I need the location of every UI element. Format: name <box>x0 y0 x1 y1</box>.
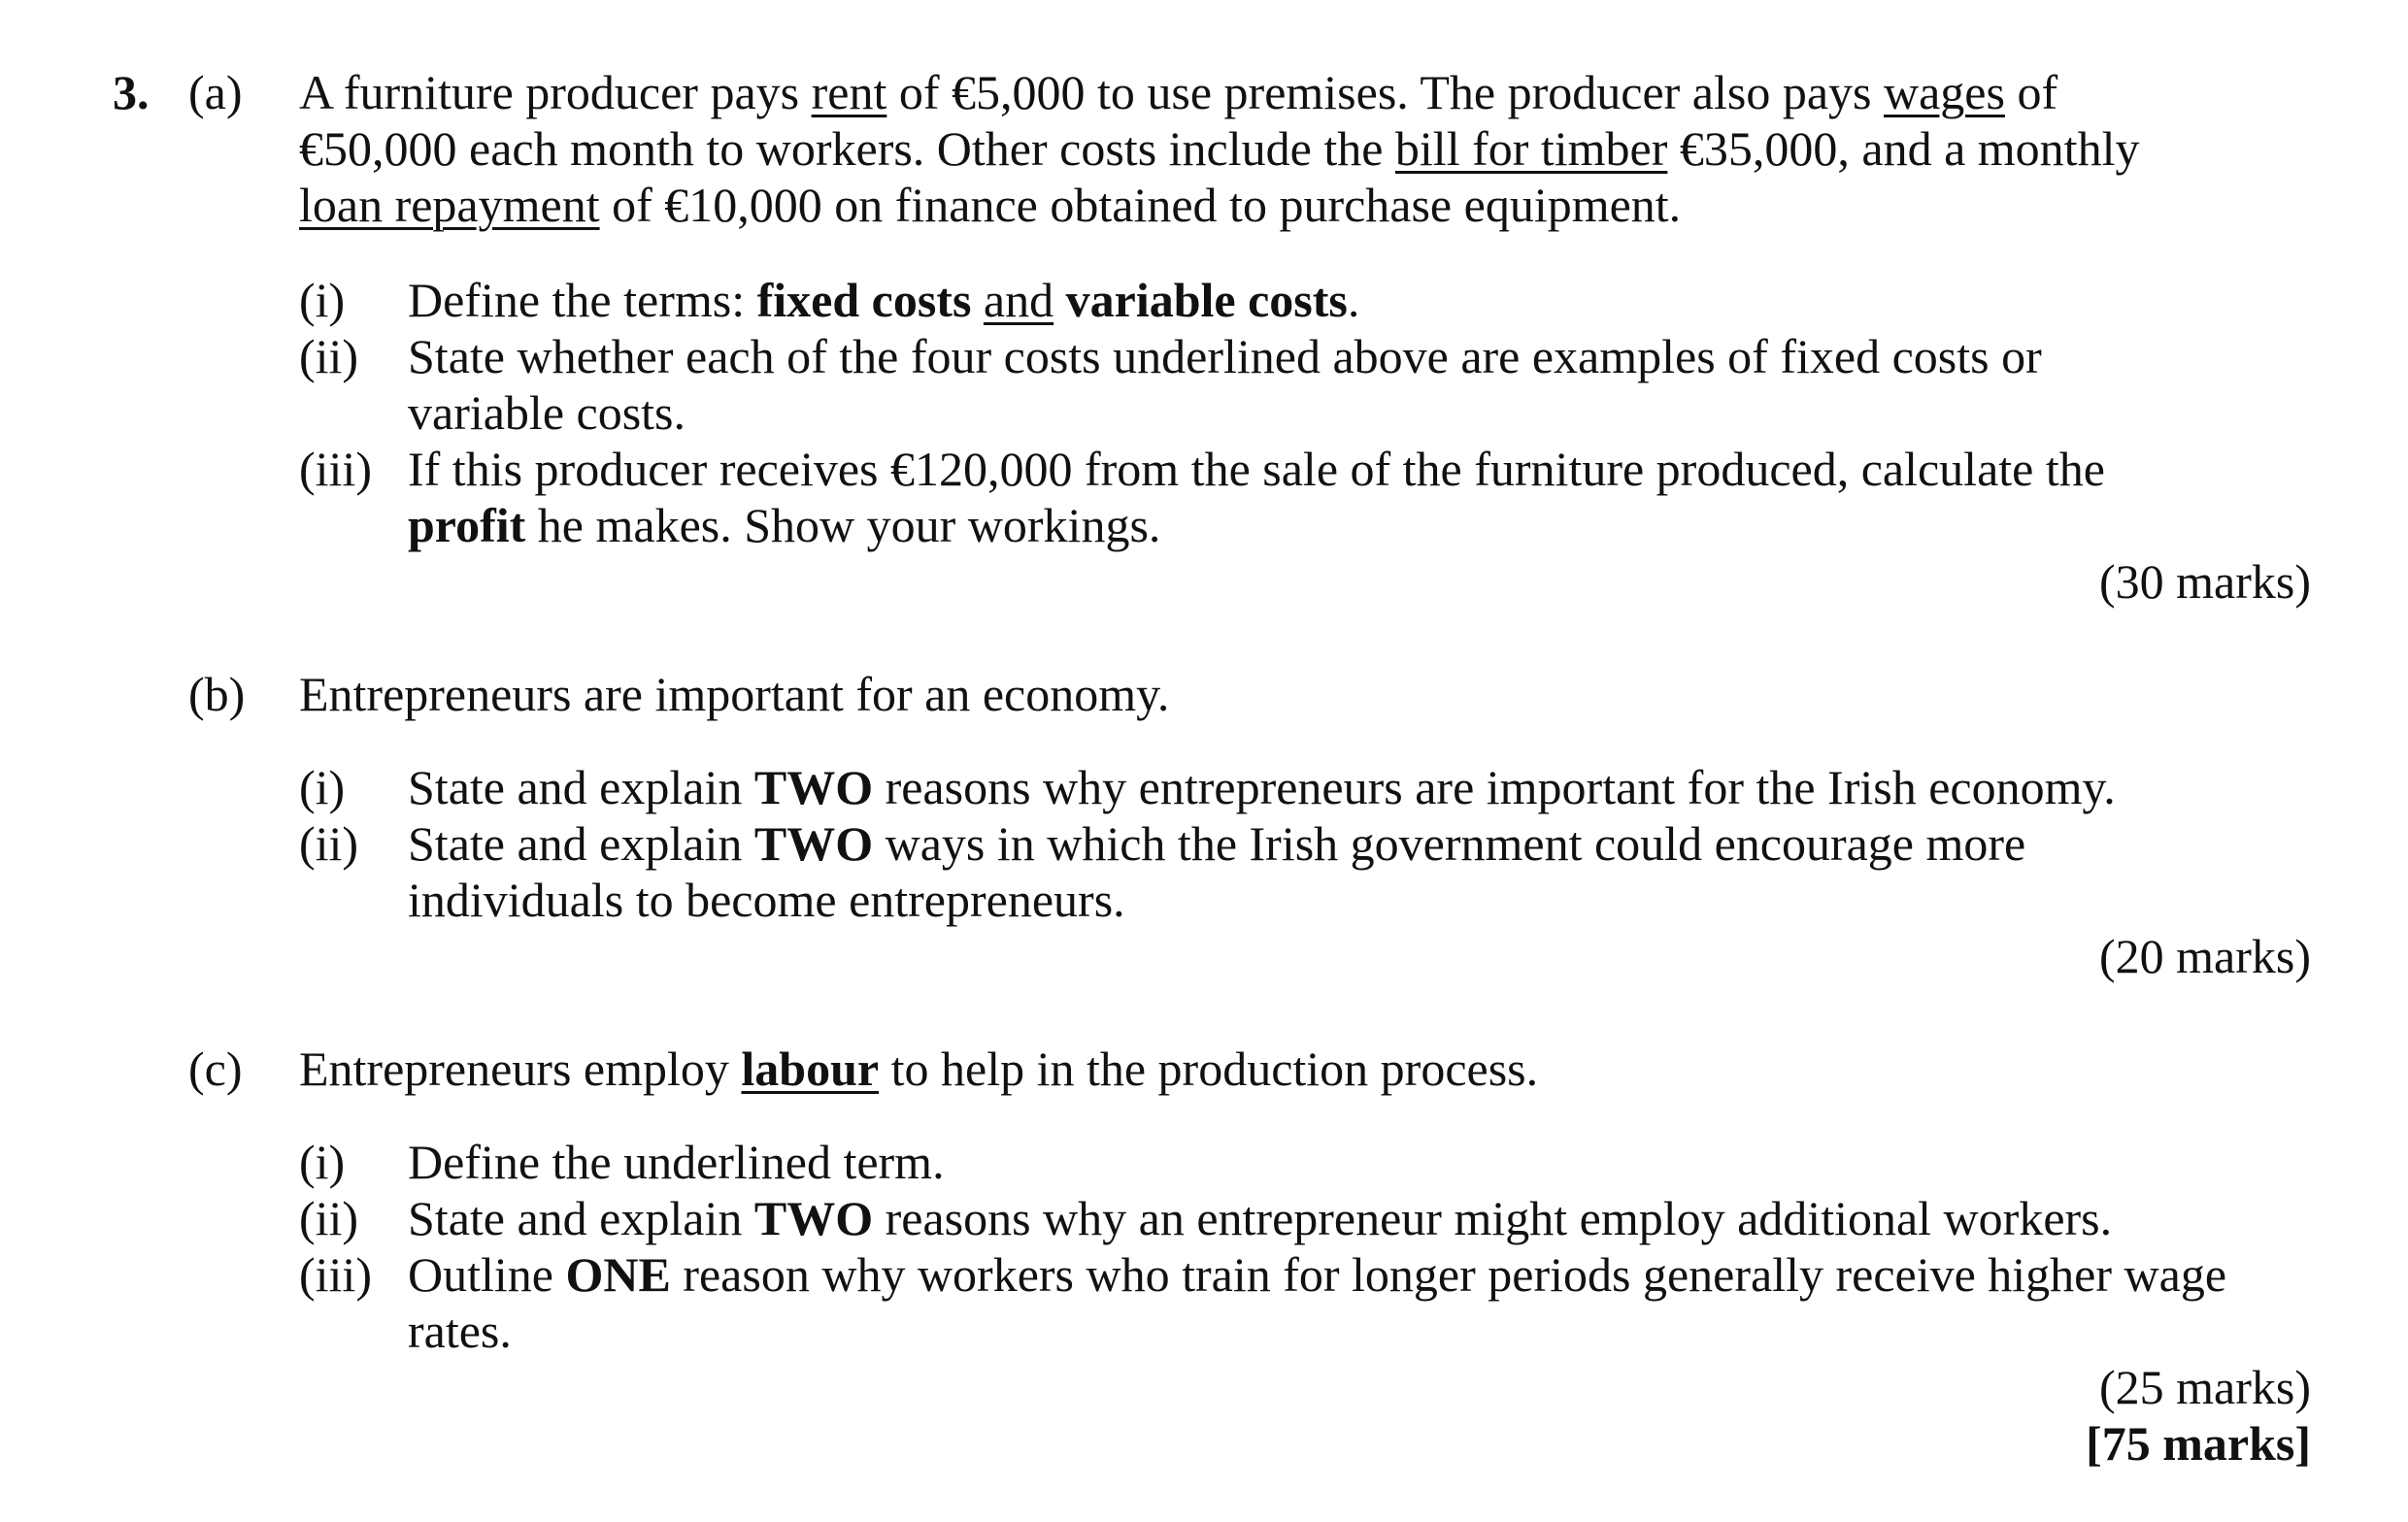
part-c-item-iii-text-1: Outline ONE reason why workers who train for longer periods generally receive higher wage <box>408 1247 2227 1302</box>
part-b-item-ii-label: (ii) <box>299 816 359 871</box>
term-rent: rent <box>811 65 887 119</box>
part-c-item-i-label: (i) <box>299 1135 346 1189</box>
part-b-item-i-label: (i) <box>299 760 346 814</box>
part-c-intro: Entrepreneurs employ labour to help in the production process. <box>299 1042 1539 1096</box>
part-b-item-i-text: State and explain TWO reasons why entrepreneurs are important for the Irish economy. <box>408 760 2116 814</box>
part-c-marks: (25 marks) <box>2099 1360 2311 1414</box>
part-a-marks: (30 marks) <box>2099 554 2311 609</box>
part-a-item-iii-text-1: If this producer receives €120,000 from the sale of the furniture produced, calculate the <box>408 442 2105 496</box>
part-c-label: (c) <box>188 1042 243 1096</box>
part-b-intro: Entrepreneurs are important for an economy. <box>299 667 1170 721</box>
part-a-label: (a) <box>188 65 243 119</box>
part-c-item-ii-text: State and explain TWO reasons why an entrepreneur might employ additional workers. <box>408 1191 2113 1245</box>
part-c-item-i-text: Define the underlined term. <box>408 1135 945 1189</box>
term-bill-for-timber: bill for timber <box>1394 121 1668 176</box>
part-a-item-iii-text-2: profit he makes. Show your workings. <box>408 498 1161 552</box>
term-wages: wages <box>1884 65 2005 119</box>
part-b-item-ii-text-1: State and explain TWO ways in which the Irish government could encourage more <box>408 816 2026 871</box>
part-b-marks: (20 marks) <box>2099 929 2311 983</box>
part-a-item-i-label: (i) <box>299 273 346 327</box>
part-a-item-ii-text-2: variable costs. <box>408 385 686 440</box>
part-a-intro-line-1: A furniture producer pays rent of €5,000 to use premises. The producer also pays wages of <box>299 65 2058 119</box>
term-loan-repayment: loan repayment <box>299 178 600 232</box>
term-labour: labour <box>741 1042 880 1096</box>
part-a-item-ii-text-1: State whether each of the four costs underlined above are examples of fixed costs or <box>408 329 2042 383</box>
part-c-item-iii-label: (iii) <box>299 1247 372 1302</box>
question-number: 3. <box>113 65 150 119</box>
part-b-label: (b) <box>188 667 246 721</box>
part-a-item-ii-label: (ii) <box>299 329 359 383</box>
part-a-intro-line-3: loan repayment of €10,000 on finance obtained to purchase equipment. <box>299 178 1682 232</box>
part-a-item-iii-label: (iii) <box>299 442 372 496</box>
part-c-item-ii-label: (ii) <box>299 1191 359 1245</box>
part-a-item-i-text: Define the terms: fixed costs and variable costs. <box>408 273 1360 327</box>
total-marks: [75 marks] <box>2086 1416 2311 1471</box>
part-c-item-iii-text-2: rates. <box>408 1304 512 1358</box>
part-a-intro-line-2: €50,000 each month to workers. Other costs include the bill for timber €35,000, and a monthly <box>299 121 2140 176</box>
part-b-item-ii-text-2: individuals to become entrepreneurs. <box>408 873 1125 927</box>
